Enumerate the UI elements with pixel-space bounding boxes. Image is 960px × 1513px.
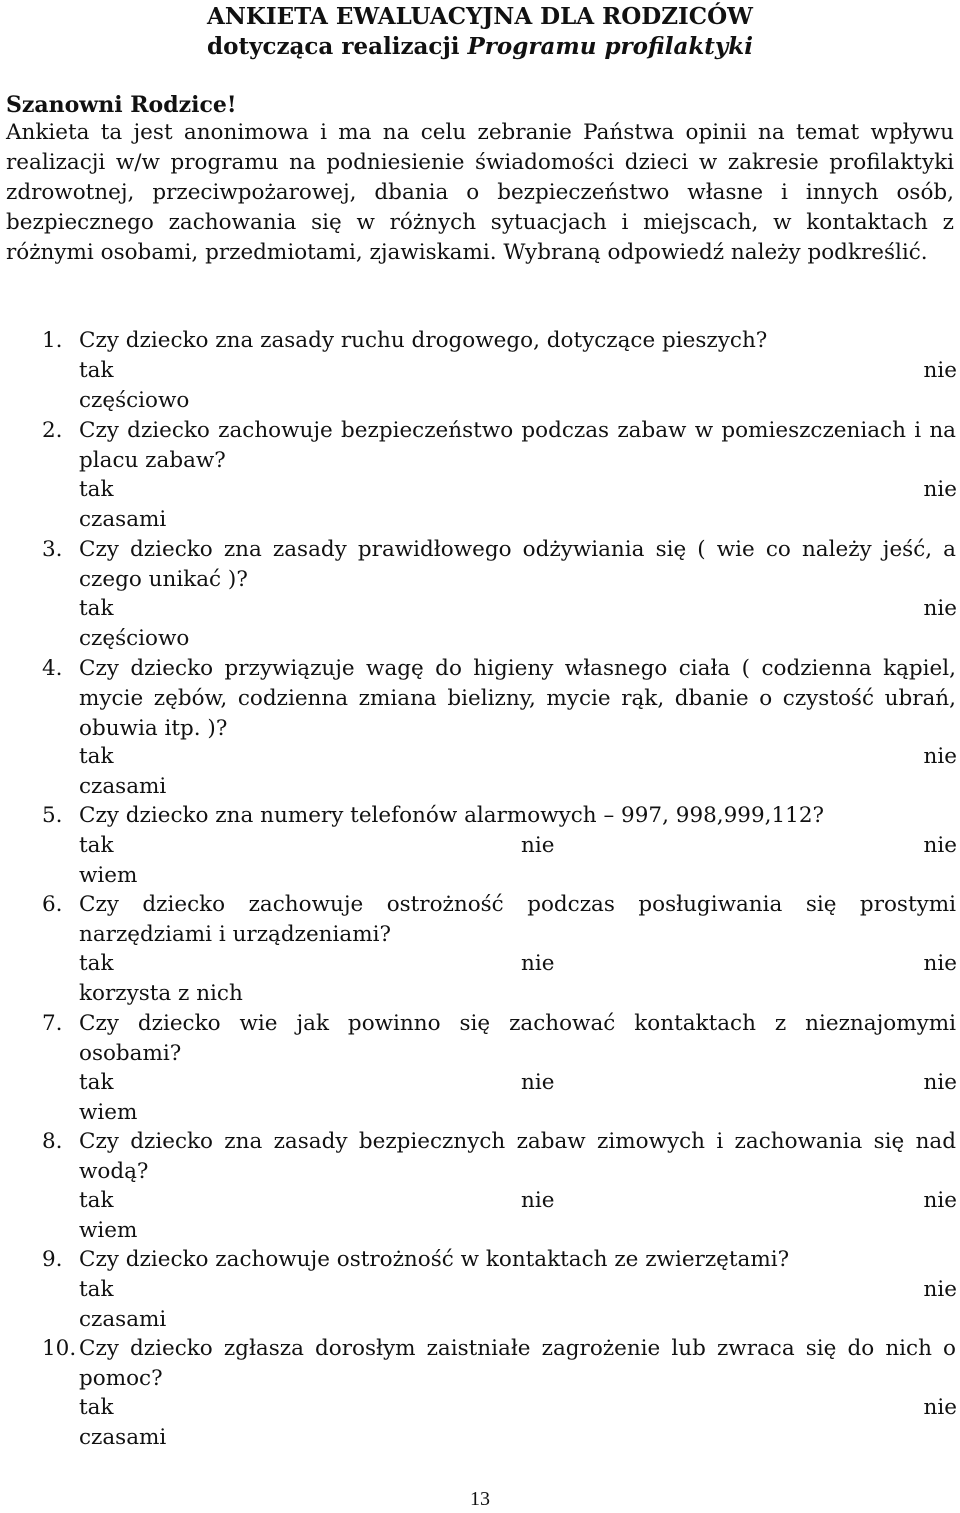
- question-number: 4.: [42, 656, 63, 681]
- page-title: ANKIETA EWALUACYJNA DLA RODZICÓW: [207, 3, 753, 30]
- subtitle-prefix: dotycząca realizacji: [207, 33, 468, 60]
- question-8: [42, 1127, 956, 1187]
- answer-nie[interactable]: nie: [923, 1277, 957, 1302]
- answer-tak[interactable]: tak: [79, 477, 114, 502]
- answer-czasami[interactable]: czasami: [79, 507, 167, 532]
- question-7: [42, 1009, 956, 1069]
- answer-czasami[interactable]: czasami: [79, 1425, 167, 1450]
- answer-nie[interactable]: nie: [521, 1070, 555, 1095]
- question-text: Czy dziecko zachowuje ostrożność podczas posługiwania się prostymi narzędziami i urządzeniami?: [79, 892, 956, 947]
- question-number: 7.: [42, 1011, 63, 1036]
- answer-tak[interactable]: tak: [79, 744, 114, 769]
- answer-nie-wiem-part1[interactable]: nie: [923, 833, 957, 858]
- answer-nie-wiem-part1[interactable]: nie: [923, 1070, 957, 1095]
- question-1: [42, 326, 956, 356]
- answer-nie-korzysta-part1[interactable]: nie: [923, 951, 957, 976]
- answer-nie[interactable]: nie: [923, 358, 957, 383]
- answer-tak[interactable]: tak: [79, 1070, 114, 1095]
- answer-nie[interactable]: nie: [521, 1188, 555, 1213]
- answer-nie-wiem-part1[interactable]: nie: [923, 1188, 957, 1213]
- question-text: Czy dziecko zna numery telefonów alarmowych – 997, 998,999,112?: [79, 803, 825, 828]
- question-text: Czy dziecko zgłasza dorosłym zaistniałe zagrożenie lub zwraca się do nich o pomoc?: [79, 1336, 956, 1391]
- question-number: 10.: [42, 1336, 77, 1361]
- question-4: [42, 654, 956, 744]
- answer-nie[interactable]: nie: [521, 951, 555, 976]
- answer-czesciowo[interactable]: częściowo: [79, 388, 190, 413]
- question-text: Czy dziecko zachowuje ostrożność w kontaktach ze zwierzętami?: [79, 1247, 790, 1272]
- question-number: 9.: [42, 1247, 63, 1272]
- answer-tak[interactable]: tak: [79, 1277, 114, 1302]
- question-number: 6.: [42, 892, 63, 917]
- question-number: 1.: [42, 328, 63, 353]
- question-number: 5.: [42, 803, 63, 828]
- answer-tak[interactable]: tak: [79, 951, 114, 976]
- answer-nie[interactable]: nie: [923, 596, 957, 621]
- page-subtitle: [0, 32, 960, 62]
- answer-tak[interactable]: tak: [79, 358, 114, 383]
- question-3: [42, 535, 956, 595]
- answer-czasami[interactable]: czasami: [79, 774, 167, 799]
- answer-czasami[interactable]: czasami: [79, 1307, 167, 1332]
- answer-czesciowo[interactable]: częściowo: [79, 626, 190, 651]
- question-5: [42, 801, 956, 831]
- question-number: 3.: [42, 537, 63, 562]
- question-text: Czy dziecko zna zasady ruchu drogowego, dotyczące pieszych?: [79, 328, 768, 353]
- question-9: [42, 1245, 956, 1275]
- page-number: 13: [470, 1488, 490, 1510]
- greeting: Szanowni Rodzice!: [6, 92, 237, 118]
- intro-paragraph: Ankieta ta jest anonimowa i ma na celu zebranie Państwa opinii na temat wpływu realizacji w/w programu na podniesienie świadomości dzieci w zakresie profilaktyki zdrowotnej, przeciwpożarowej, dbania o bezpieczeństwo własne i innych osób, bezpiecznego zachowania się w różnych sytuacjach i miejscach, w kontaktach z różnymi osobami, przedmiotami, zjawiskami. Wybraną odpowiedź należy podkreślić.: [6, 120, 954, 265]
- answer-nie[interactable]: nie: [923, 744, 957, 769]
- question-text: Czy dziecko wie jak powinno się zachować kontaktach z nieznajomymi osobami?: [79, 1011, 956, 1066]
- question-text: Czy dziecko zachowuje bezpieczeństwo podczas zabaw w pomieszczeniach i na placu zabaw?: [79, 418, 956, 473]
- question-6: [42, 890, 956, 950]
- answer-nie-korzysta-part2[interactable]: korzysta z nich: [79, 981, 243, 1006]
- subtitle-program-name: Programu profilaktyki: [467, 33, 753, 60]
- answer-tak[interactable]: tak: [79, 833, 114, 858]
- answer-tak[interactable]: tak: [79, 596, 114, 621]
- answer-nie-wiem-part2[interactable]: wiem: [79, 1218, 138, 1243]
- answer-nie[interactable]: nie: [923, 477, 957, 502]
- question-2: [42, 416, 956, 476]
- answer-nie-wiem-part2[interactable]: wiem: [79, 1100, 138, 1125]
- question-number: 2.: [42, 418, 63, 443]
- question-text: Czy dziecko zna zasady prawidłowego odżywiania się ( wie co należy jeść, a czego unikać )?: [79, 537, 956, 592]
- question-text: Czy dziecko zna zasady bezpiecznych zabaw zimowych i zachowania się nad wodą?: [79, 1129, 956, 1184]
- answer-tak[interactable]: tak: [79, 1188, 114, 1213]
- question-10: [42, 1334, 956, 1394]
- answer-nie[interactable]: nie: [521, 833, 555, 858]
- question-number: 8.: [42, 1129, 63, 1154]
- question-text: Czy dziecko przywiązuje wagę do higieny własnego ciała ( codzienna kąpiel, mycie zębów, codzienna zmiana bielizny, mycie rąk, dbanie o czystość ubrań, obuwia itp. )?: [79, 656, 956, 741]
- answer-nie[interactable]: nie: [923, 1395, 957, 1420]
- answer-tak[interactable]: tak: [79, 1395, 114, 1420]
- answer-nie-wiem-part2[interactable]: wiem: [79, 863, 138, 888]
